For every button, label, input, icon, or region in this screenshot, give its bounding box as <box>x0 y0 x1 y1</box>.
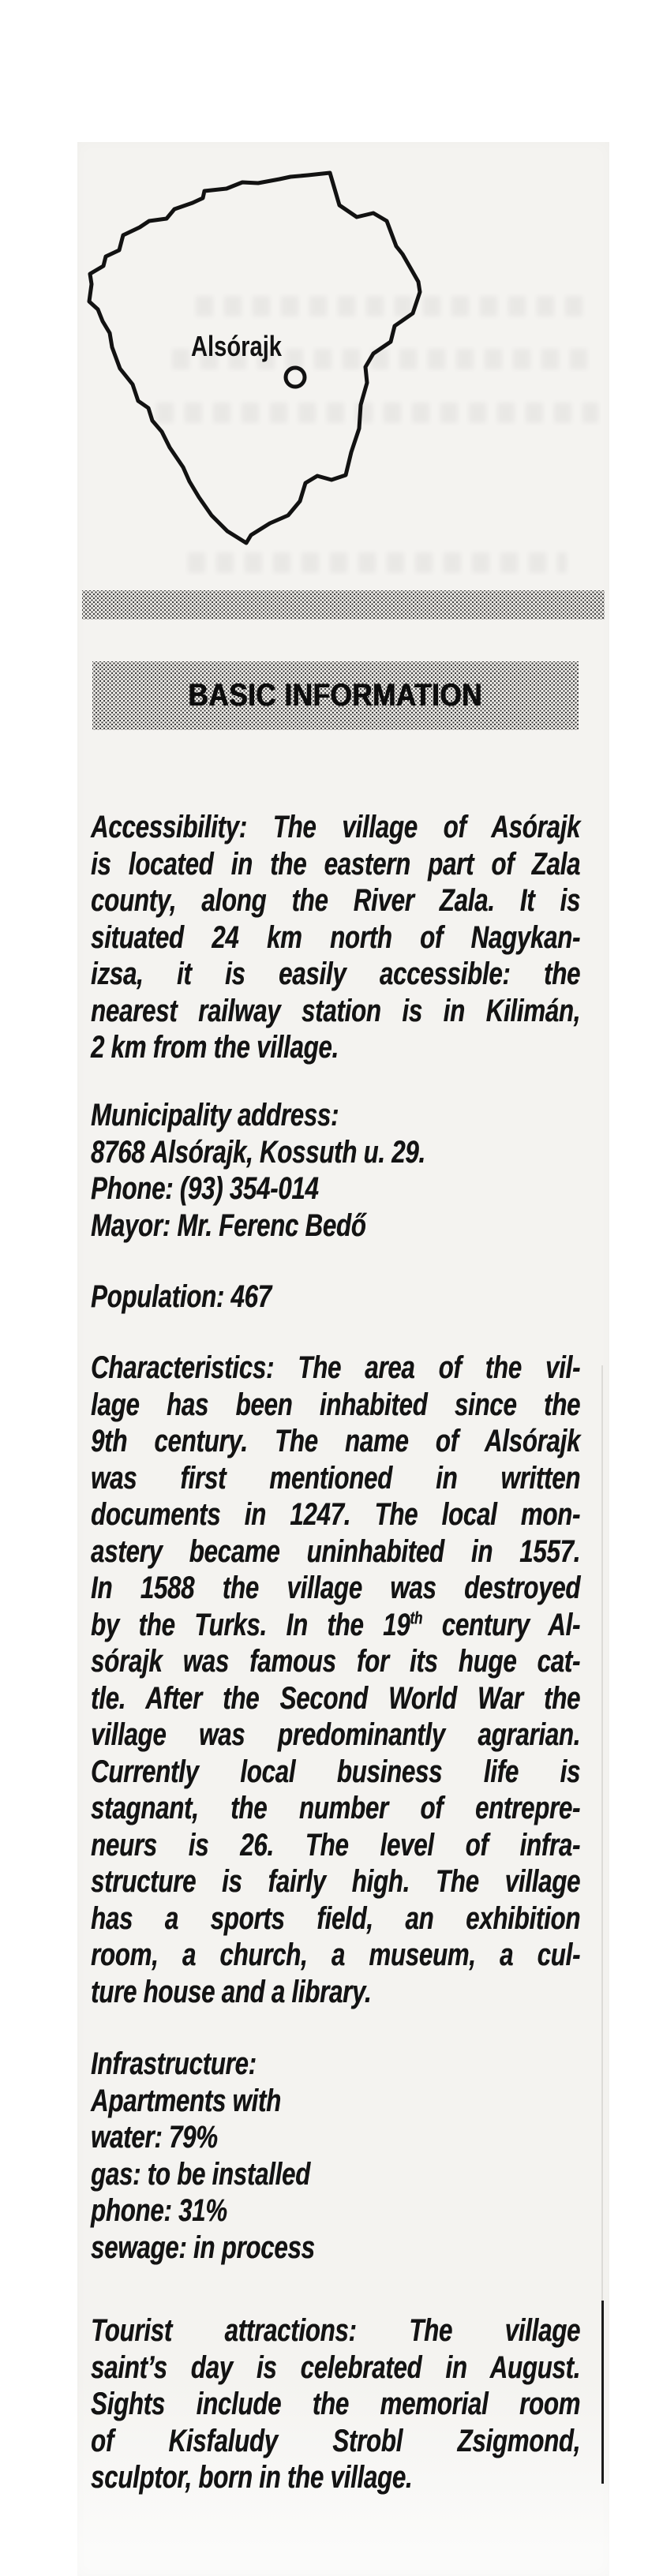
text-line: sculptor, born in the village. <box>91 2460 413 2495</box>
text-line: saint’s day is celebrated in August. <box>91 2349 581 2385</box>
paragraph-municipality-address <box>91 1097 580 1244</box>
text-line: village was predominantly agrarian. <box>91 1717 581 1752</box>
section-header <box>92 661 579 730</box>
paragraph-tourist-attractions <box>91 2312 580 2496</box>
text-line: ture house and a library. <box>91 1974 372 2009</box>
text-line: has a sports field, an exhibition <box>91 1900 581 1936</box>
text-line: Municipality address: <box>91 1098 339 1133</box>
paragraph-infrastructure <box>91 2046 580 2266</box>
text-line: documents in 1247. The local mon- <box>91 1497 581 1532</box>
text-line: izsa, it is easily accessible: the <box>91 957 581 991</box>
text-line: Sights include the memorial room <box>91 2387 581 2421</box>
paragraph-accessibility <box>91 809 580 1066</box>
village-marker-icon <box>286 368 305 387</box>
text-line: is located in the eastern part of Zala <box>91 846 581 882</box>
text-line: 8768 Alsórajk, Kossuth u. 29. <box>91 1134 425 1170</box>
text-line: nearest railway station is in Kilimán, <box>91 993 581 1028</box>
text-line: sewage: in process <box>91 2230 315 2265</box>
text-line: Accessibility: The village of Asórajk <box>91 810 581 844</box>
text-line: stagnant, the number of entrepre- <box>91 1791 581 1825</box>
text-line: gas: to be installed <box>91 2156 310 2192</box>
text-line: Infrastructure: <box>91 2046 257 2081</box>
text-line: Tourist attractions: The village <box>91 2313 581 2348</box>
map-village-label: Alsórajk <box>191 330 283 362</box>
book-page <box>77 142 609 2576</box>
text-line: Phone: (93) 354-014 <box>91 1171 319 1206</box>
text-line: neurs is 26. The level of infra- <box>91 1827 581 1863</box>
text-line: Currently local business life is <box>91 1754 581 1789</box>
village-boundary-map <box>79 142 442 560</box>
text-line: Mayor: Mr. Ferenc Bedő <box>91 1208 366 1243</box>
text-line: sórajk was famous for its huge cat- <box>91 1644 581 1679</box>
column-rule <box>601 2301 604 2484</box>
section-separator-bar <box>82 590 605 620</box>
text-line: by the Turks. In the 19th century Al- <box>91 1607 581 1642</box>
paragraph-characteristics <box>91 1350 580 2010</box>
text-line: of Kisfaludy Strobl Zsigmond, <box>91 2423 581 2458</box>
text-line: phone: 31% <box>91 2193 227 2228</box>
text-line: In 1588 the village was destroyed <box>91 1571 581 1605</box>
column-rule-faint <box>601 1365 603 2301</box>
text-line: water: 79% <box>91 2120 218 2155</box>
text-line: Population: 467 <box>91 1279 272 1314</box>
text-line: structure is fairly high. The village <box>91 1864 581 1899</box>
text-line: Apartments with <box>91 2083 281 2118</box>
text-line: was first mentioned in written <box>91 1460 581 1496</box>
paragraph-population <box>91 1279 580 1316</box>
section-header-title: BASIC INFORMATION <box>188 678 483 713</box>
text-line: tle. After the Second World War the <box>91 1680 581 1716</box>
text-line: lage has been inhabited since the <box>91 1387 581 1422</box>
text-line: Characteristics: The area of the vil- <box>91 1350 581 1385</box>
text-line: astery became uninhabited in 1557. <box>91 1533 581 1569</box>
text-line: room, a church, a museum, a cul- <box>91 1938 581 1972</box>
text-line: 2 km from the village. <box>91 1030 339 1065</box>
text-line: county, along the River Zala. It is <box>91 883 581 918</box>
text-line: situated 24 km north of Nagykan- <box>91 919 581 955</box>
text-line: 9th century. The name of Alsórajk <box>91 1424 581 1458</box>
